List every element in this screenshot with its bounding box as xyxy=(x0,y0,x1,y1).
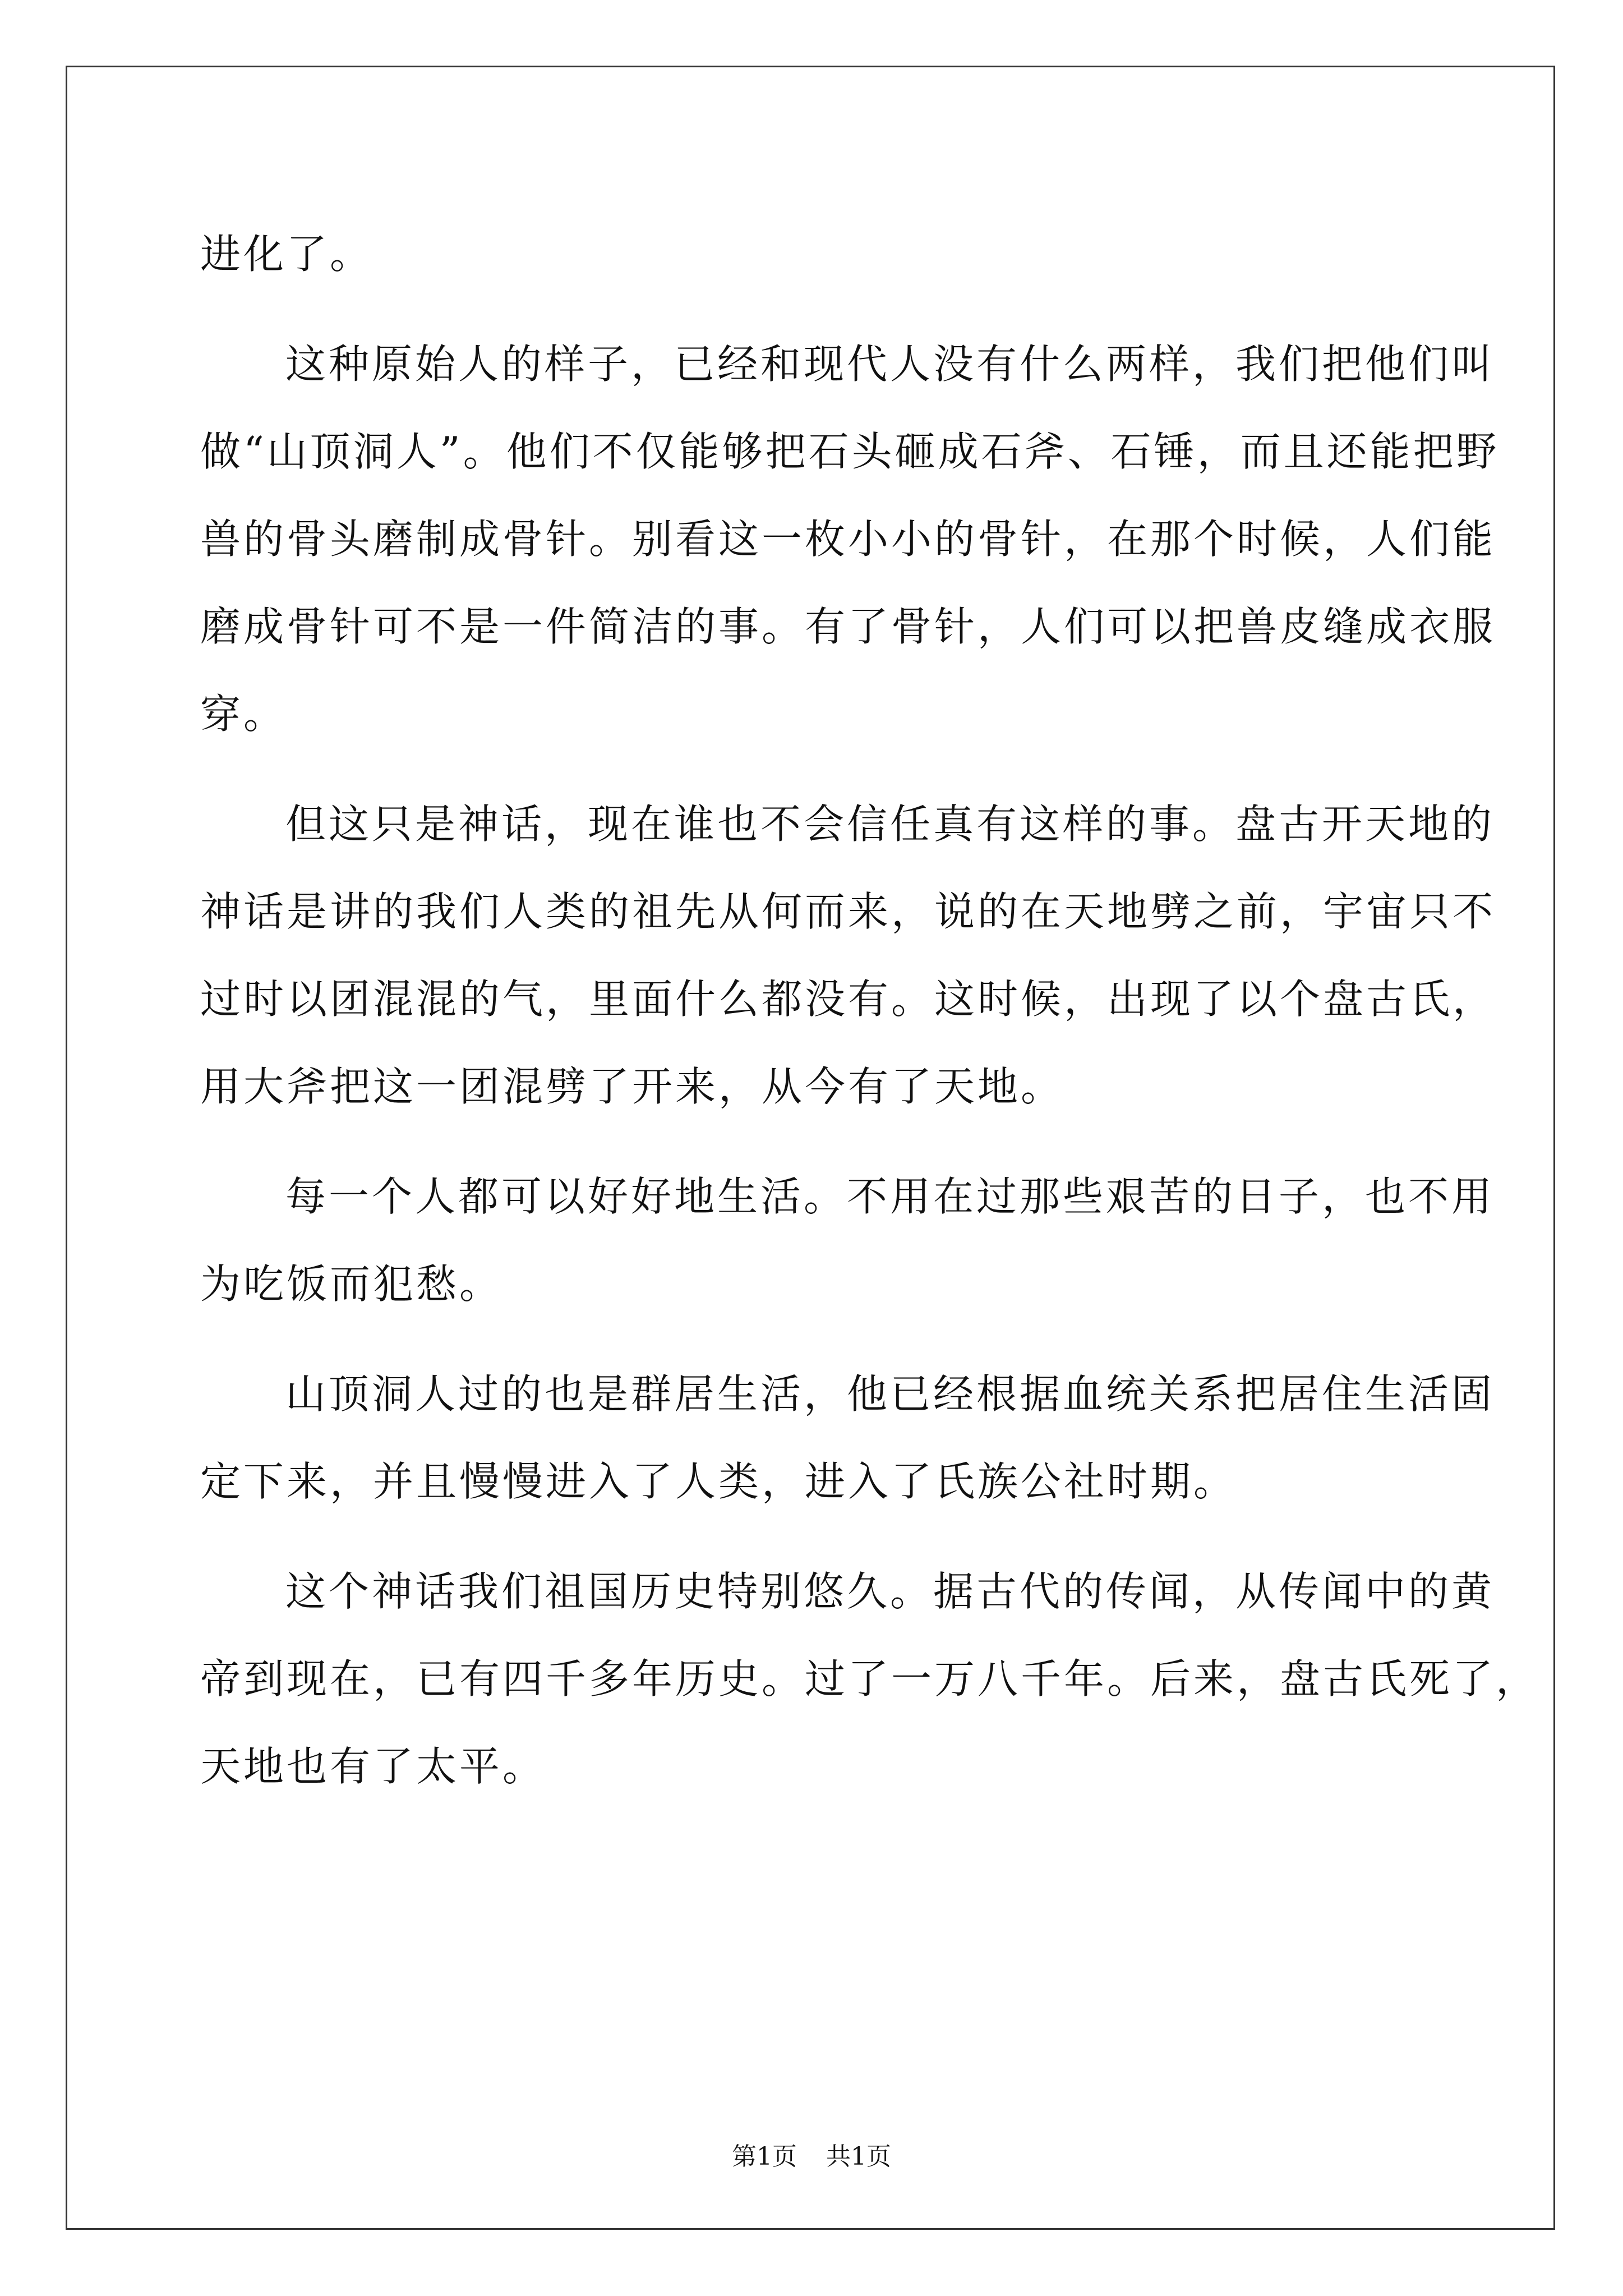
text-line: 为吃饭而犯愁。 xyxy=(200,1260,503,1308)
text-line: 磨成骨针可不是一件简洁的事。有了骨针，人们可以把兽皮缝成衣服 xyxy=(200,603,1496,650)
text-line: 定下来，并且慢慢进入了人类，进入了氏族公社时期。 xyxy=(200,1458,1237,1505)
text-line: 用大斧把这一团混劈了开来，从今有了天地。 xyxy=(200,1063,1064,1110)
paragraph xyxy=(200,210,1437,298)
page-total: 共1页 xyxy=(826,2142,891,2171)
page-footer xyxy=(0,2140,1623,2174)
paragraph xyxy=(200,1350,1495,1525)
document-body xyxy=(200,210,1539,1810)
text-line: 这种原始人的样子，已经和现代人没有什么两样，我们把他们叫 xyxy=(285,341,1495,388)
text-line: 山顶洞人过的也是群居生活，他已经根据血统关系把居住生活固 xyxy=(285,1370,1495,1418)
text-line: 但这只是神话，现在谁也不会信任真有这样的事。盘古开天地的 xyxy=(285,800,1495,848)
paragraph xyxy=(200,320,1500,758)
text-line: 做“山顶洞人”。他们不仅能够把石头砸成石斧、石锤，而且还能把野 xyxy=(200,428,1500,475)
paragraph xyxy=(200,1153,1495,1328)
page-number: 第1页 xyxy=(732,2142,797,2171)
text-line: 帝到现在，已有四千多年历史。过了一万八千年。后来，盘古氏死了， xyxy=(200,1655,1539,1703)
text-line: 穿。 xyxy=(200,691,287,738)
paragraph xyxy=(200,1548,1539,1810)
text-line: 兽的骨头磨制成骨针。别看这一枚小小的骨针，在那个时候，人们能 xyxy=(200,516,1496,563)
text-line: 每一个人都可以好好地生活。不用在过那些艰苦的日子，也不用 xyxy=(285,1173,1495,1220)
text-line: 天地也有了太平。 xyxy=(200,1743,546,1790)
text-line: 进化了。 xyxy=(200,231,374,278)
text-line: 这个神话我们祖国历史特别悠久。据古代的传闻，从传闻中的黄 xyxy=(285,1568,1495,1615)
paragraph xyxy=(200,780,1496,1130)
text-line: 过时以团混混的气，里面什么都没有。这时候，出现了以个盘古氏， xyxy=(200,976,1496,1023)
text-line: 神话是讲的我们人类的祖先从何而来，说的在天地劈之前，宇宙只不 xyxy=(200,888,1496,935)
